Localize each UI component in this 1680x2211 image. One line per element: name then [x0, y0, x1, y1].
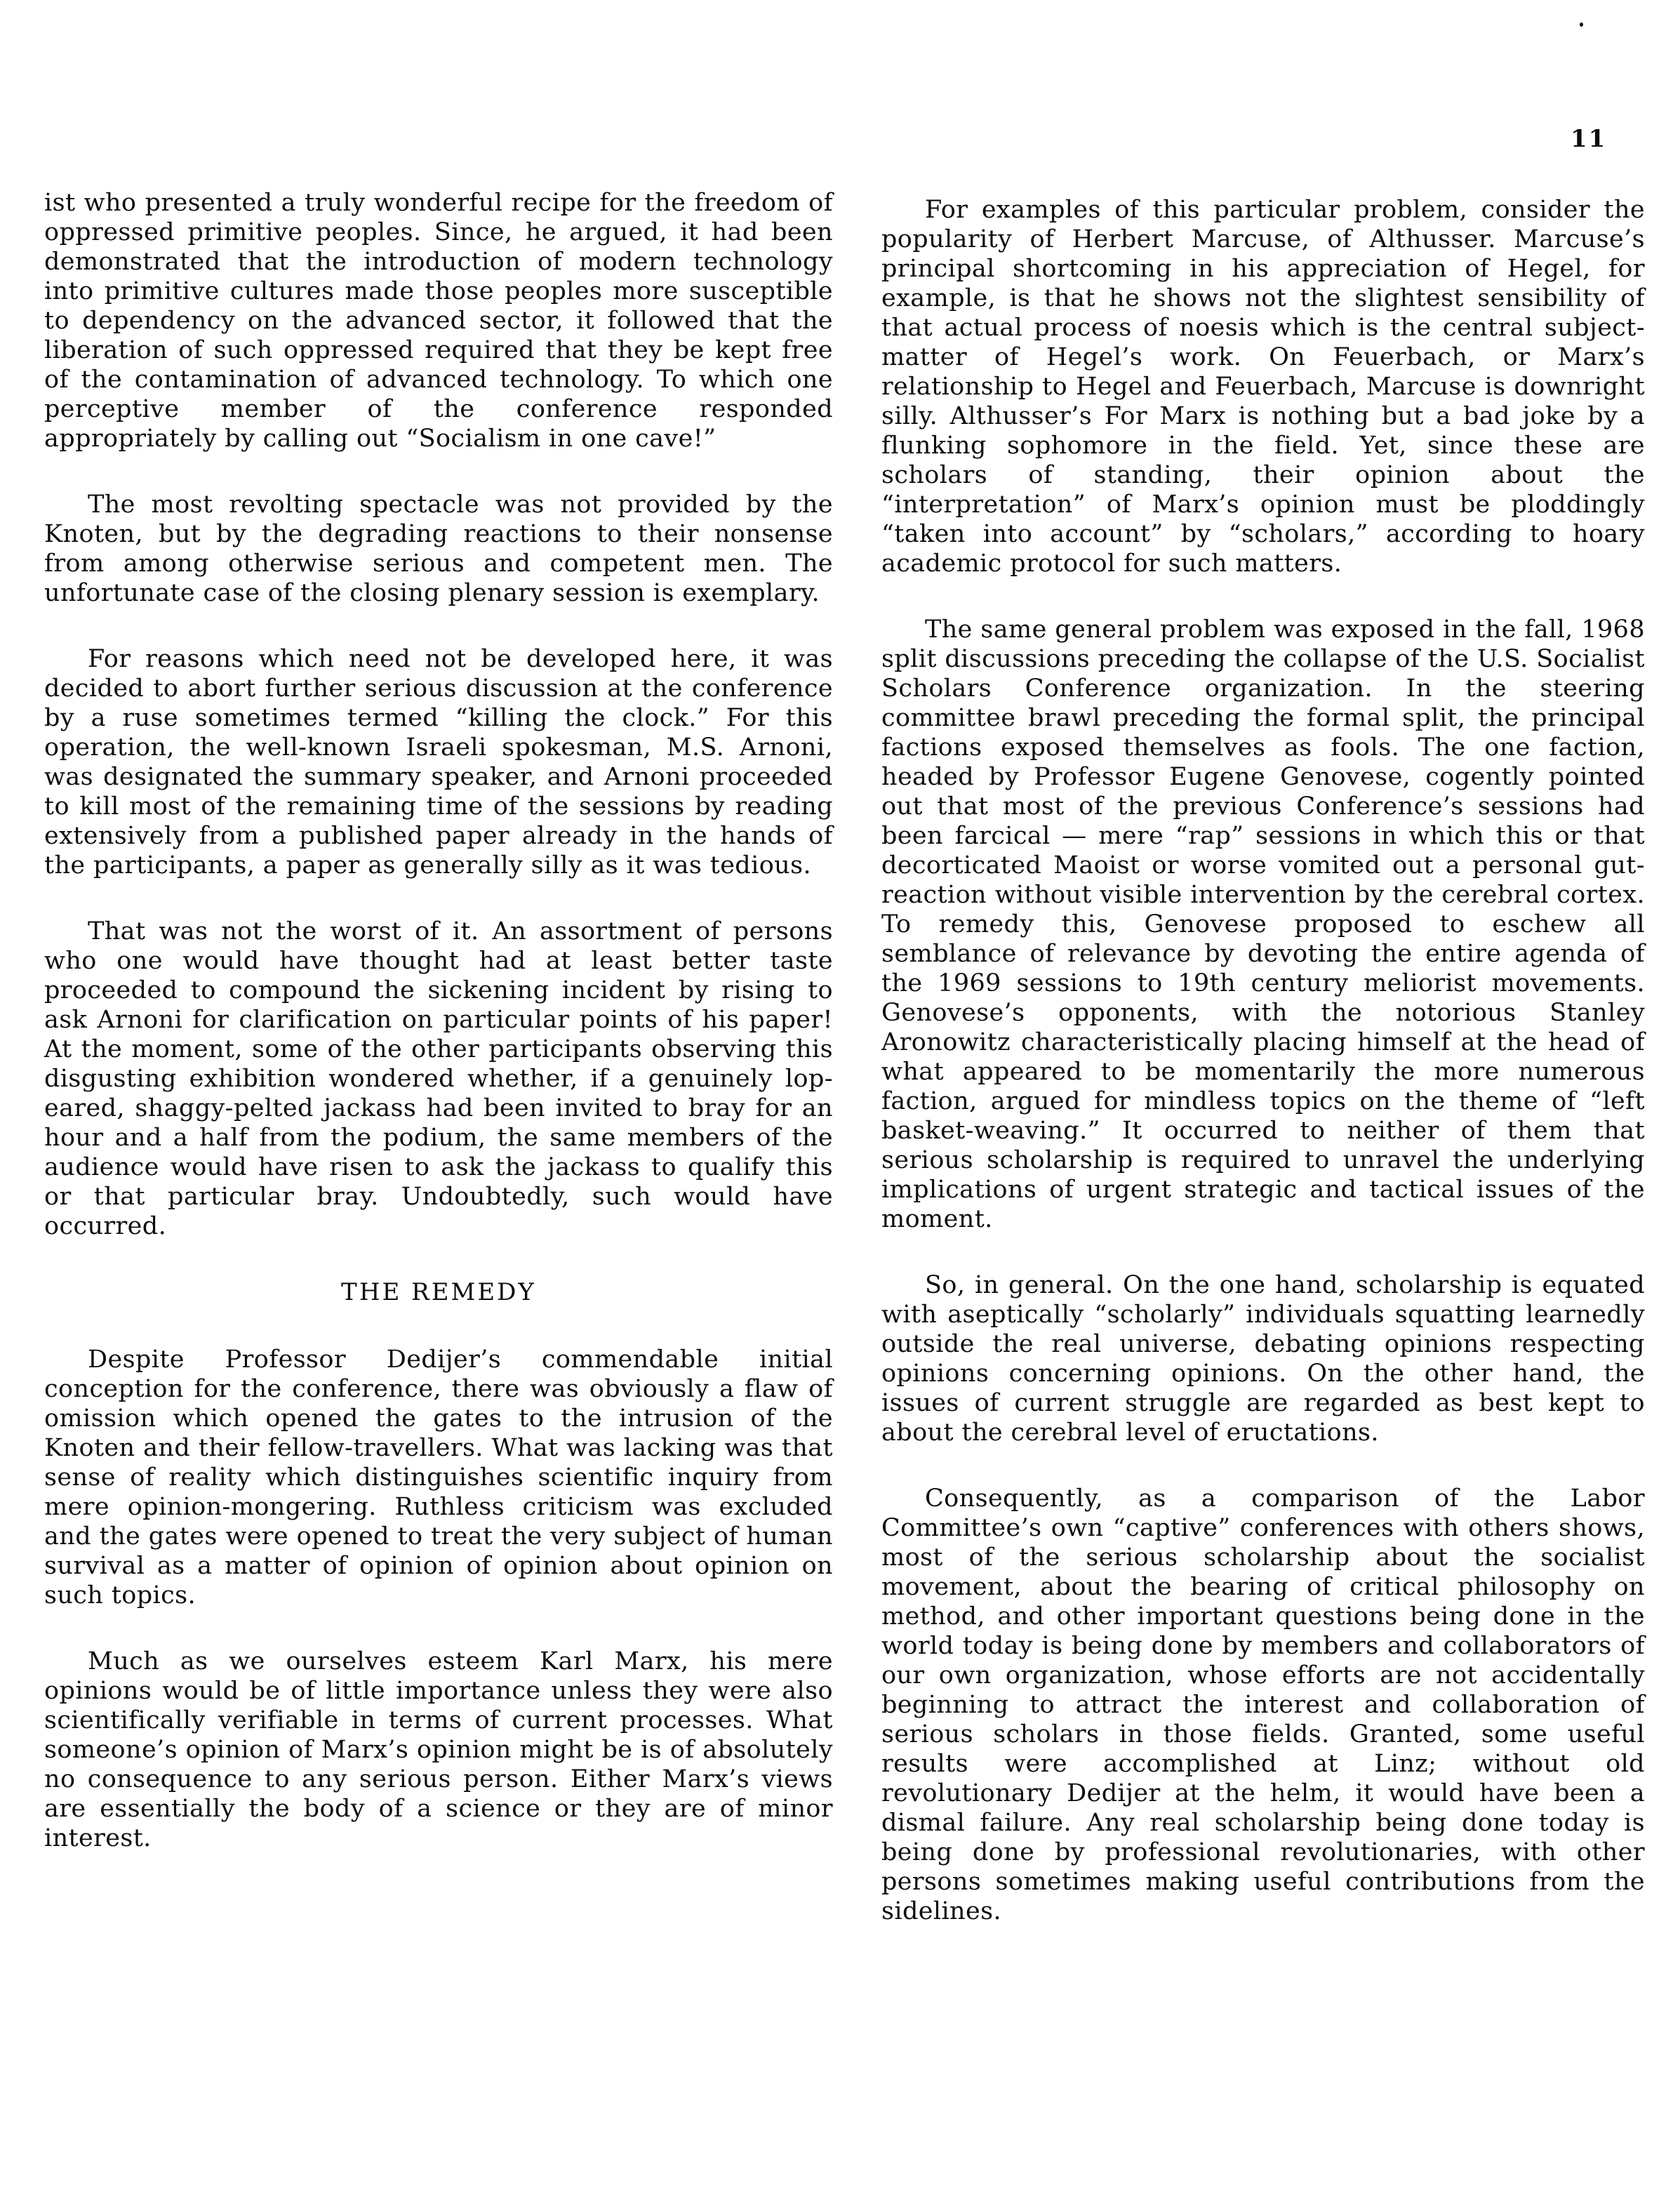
paragraph: That was not the worst of it. An assortment of persons who one would have thought had at least better taste proceeded to compound the sickening incident by rising to ask Arnoni for clarification on particular points of his paper! At the moment, some of the other participants observing this disgusting exhibition wondered whether, if a genuinely lop-eared, shaggy-pelted jackass had been invited to bray for an hour and a half from the podium, the same members of the audience would have risen to ask the jackass to qualify this or that particular bray. Undoubtedly, such would have occurred. — [44, 917, 833, 1240]
paragraph: So, in general. On the one hand, scholarship is equated with aseptically “scholarly” individuals squatting learnedly outside the real universe, debating opinions respecting opinions concerning opinions. On the other hand, the issues of current struggle are regarded as best kept to about the cerebral level of eructations. — [881, 1271, 1645, 1447]
paragraph: For examples of this particular problem, consider the popularity of Herbert Marcuse, of Althusser. Marcuse’s principal shortcoming in his appreciation of Hegel, for example, is that he shows not the slightest sensibility of that actual process of noesis which is the central subject-matter of Hegel’s work. On Feuerbach, or Marx’s relationship to Hegel and Feuerbach, Marcuse is downright silly. Althusser’s For Marx is nothing but a bad joke by a flunking sophomore in the field. Yet, since these are scholars of standing, their opinion about the “interpretation” of Marx’s opinion must be ploddingly “taken into account” by “scholars,” according to hoary academic protocol for such matters. — [881, 196, 1645, 578]
paragraph: For reasons which need not be developed here, it was decided to abort further serious discussion at the conference by a ruse sometimes termed “killing the clock.” For this operation, the well-known Israeli spokesman, M.S. Arnoni, was designated the summary speaker, and Arnoni proceeded to kill most of the remaining time of the sessions by reading extensively from a published paper already in the hands of the participants, a paper as generally silly as it was tedious. — [44, 645, 833, 879]
paragraph: The most revolting spectacle was not provided by the Knoten, but by the degrading reactions to their nonsense from among otherwise serious and competent men. The unfortunate case of the closing plenary session is exemplary. — [44, 491, 833, 607]
page-number: 11 — [1571, 125, 1607, 153]
left-column — [44, 188, 833, 1890]
section-heading: THE REMEDY — [341, 1278, 536, 1306]
paragraph: The same general problem was exposed in the fall, 1968 split discussions preceding the collapse of the U.S. Socialist Scholars Conference organization. In the steering committee brawl preceding the formal split, the principal factions exposed themselves as fools. The one faction, headed by Professor Eugene Genovese, cogently pointed out that most of the previous Conference’s sessions had been farcical — mere “rap” sessions in which this or that decorticated Maoist or worse vomited out a personal gut-reaction without visible intervention by the cerebral cortex. To remedy this, Genovese proposed to eschew all semblance of relevance by devoting the entire agenda of the 1969 sessions to 19th century meliorist movements. Genovese’s opponents, with the notorious Stanley Aronowitz characteristically placing himself at the head of what appeared to be momentarily the more numerous faction, argued for mindless topics on the theme of “left basket-weaving.” It occurred to neither of them that serious scholarship is required to unravel the underlying implications of urgent strategic and tactical issues of the moment. — [881, 616, 1645, 1233]
paragraph: Much as we ourselves esteem Karl Marx, his mere opinions would be of little importance unless they were also scientifically verifiable in terms of current processes. What someone’s opinion of Marx’s opinion might be is of absolutely no consequence to any serious person. Either Marx’s views are essentially the body of a science or they are of minor interest. — [44, 1647, 833, 1852]
right-column — [881, 195, 1645, 1963]
scan-speck — [1580, 22, 1583, 27]
paragraph: Consequently, as a comparison of the Labor Committee’s own “captive” conferences with others shows, most of the serious scholarship about the socialist movement, about the bearing of critical philosophy on method, and other important questions being done in the world today is being done by members and collaborators of our own organization, whose efforts are not accidentally beginning to attract the interest and collaboration of serious scholars in those fields. Granted, some useful results were accomplished at Linz; without old revolutionary Dedijer at the helm, it would have been a dismal failure. Any real scholarship being done today is being done by professional revolutionaries, with other persons sometimes making useful contributions from the sidelines. — [881, 1485, 1645, 1925]
paragraph: ist who presented a truly wonderful recipe for the freedom of oppressed primitive peoples. Since, he argued, it had been demonstrated that the introduction of modern technology into primitive cultures made those peoples more susceptible to dependency on the advanced sector, it followed that the liberation of such oppressed required that they be kept free of the contamination of advanced technology. To which one perceptive member of the conference responded appropriately by calling out “Socialism in one cave!” — [44, 189, 833, 453]
paragraph: Despite Professor Dedijer’s commendable initial conception for the conference, there was obviously a flaw of omission which opened the gates to the intrusion of the Knoten and their fellow-travellers. What was lacking was that sense of reality which distinguishes scientific inquiry from mere opinion-mongering. Ruthless criticism was excluded and the gates were opened to treat the very subject of human survival as a matter of opinion of opinion about opinion on such topics. — [44, 1346, 833, 1609]
